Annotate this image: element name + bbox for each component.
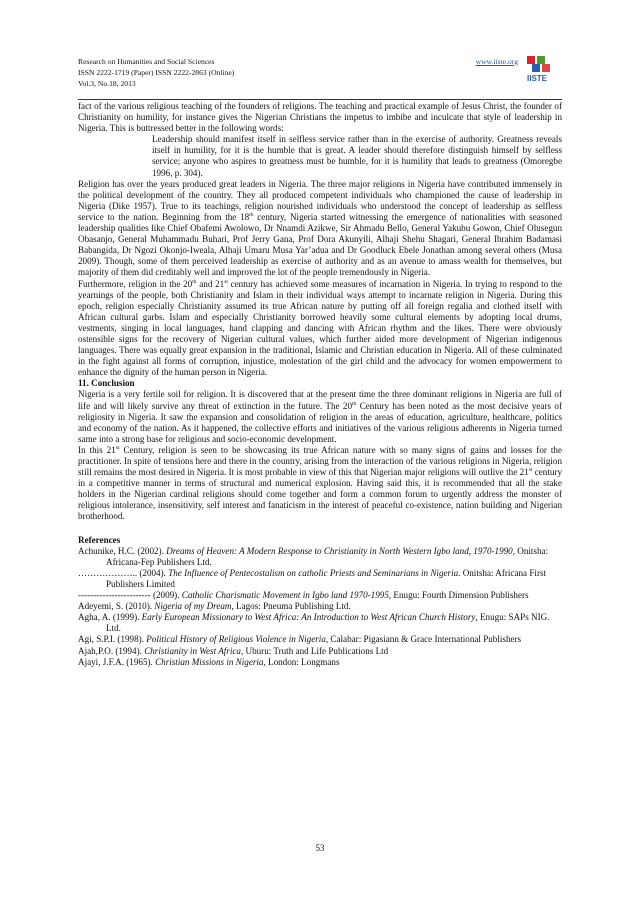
journal-header [78, 56, 562, 89]
reference-item: Ajah,P.O. (1994). Christianity in West Africa, Uburu: Truth and Life Publications Ltd [78, 645, 389, 656]
references-list [78, 546, 562, 668]
page-number: 53 [315, 843, 325, 853]
reference-item: Agi, S.P.I. (1998). Political History of Religious Violence in Nigeria, Calabar: Pigasiann & Grace International Publishers [78, 634, 522, 645]
block-quote: Leadership should manifest itself in selfless service rather than in the exercise of authority. Greatness reveals itself in humility, for it is the humble that is great. A leader should therefore distinguish himself by selfless service; anyone who aspires to greatness must be humble, for it is humility that leads to greatness (Omoregbe 1996, p. 304). [152, 134, 562, 178]
reference-item: ……………….. (2004). The Influence of Pentecostalism on catholic Priests and Seminarians in Nigeria. Onitsha: Africana First Publishers Limited [78, 567, 547, 589]
references-heading: References [78, 534, 121, 545]
journal-volume: Vol.3, No.18, 2013 [78, 79, 136, 88]
header-divider [78, 99, 562, 100]
paragraph-4: Nigeria is a very fertile soil for religion. It is discovered that at the present time the three dominant religions in Nigeria are full of life and will likely survive any threat of extinction in the future. The 20th Century has been noted as the most decisive years of religiosity in Nigeria. It saw the expansion and consolidation of religion in the areas of education, agriculture, healthcare, politics and economy of the nation. As it happened, the collective efforts and initiatives of the various religious adherents in Nigeria turned same into a strong base for religious and socio-economic development. [78, 389, 562, 444]
journal-name: Research on Humanities and Social Sciences [78, 57, 215, 66]
reference-item: ------------------------ (2009). Catholic Charismatic Movement in Igbo land 1970-1995, Enugu: Fourth Dimension Publishers [78, 590, 529, 601]
reference-item: Agha, A. (1999). Early European Missionary to West Africa: An Introduction to West African Church History, Enugu: SAPs NIG. Ltd. [78, 612, 550, 634]
journal-url-link[interactable]: www.iiste.org [475, 57, 518, 66]
paragraph-2: Religion has over the years produced great leaders in Nigeria. The three major religions in Nigeria have contributed immensely in the political development of the country. They all produced competent individuals who championed the cause of leadership in Nigeria (Dike 1957). True to its teachings, religion nourished individuals who understood the concept of leadership as selfless service to the nation. Beginning from the 18th century, Nigeria started witnessing the emergence of nationalities with seasoned leadership qualities like Chief Obafemi Awolowo, Dr Nnamdi Azikwe, Sir Ahmadu Bello, General Yakubu Gowon, Chief Olusegun Obasanjo, General Muhammadu Buhari, Prof Jerry Gana, Prof Dora Akunyili, Alhaji Shehu Shagari, General Ibrahim Badamasi Babangida, Dr Ngozi Okonjo-Iweala, Alhaji Umaru Musa Yar’adua and Dr Goodluck Ebele Jonathan among several others (Musa 2009). Though, some of them perceived leadership as exercise of authority and as an avenue to amass wealth for themselves, but majority of them did creditably well and improved the lot of the people tremendously in Nigeria. [78, 178, 562, 278]
article-body [78, 101, 562, 668]
reference-item: Ajayi, J.F.A. (1965). Christian Missions in Nigeria, London: Longmans [78, 656, 340, 667]
journal-issn: ISSN 2222-1719 (Paper) ISSN 2222-2863 (Online) [78, 68, 235, 77]
logo-text: IISTE [527, 74, 548, 83]
conclusion-heading: 11. Conclusion [78, 378, 135, 389]
paragraph-5: In this 21st Century, religion is seen to be showcasing its true African nature with so many signs of gains and losses for the practitioner. In spite of tensions here and there in the country, arising from the interaction of the various religions in Nigeria, religion still remains the most desired in Nigeria. It is most probable in view of this that Nigerian major religions will outlive the 21st century in a competitive manner in terms of structural and numerical explosion. Having said this, it is recommended that all the stake holders in the Nigerian cardinal religions should come together and form a common forum to urgently address the monster of religious intolerance, insensitivity, self interest and fanaticism in the interest of peaceful co-existence, nation building and Nigerian brotherhood. [78, 444, 563, 522]
reference-item: Achunike, H.C. (2002). Dreams of Heaven: A Modern Response to Christianity in North Western Igbo land, 1970-1990, Onitsha: Africana-Fep Publishers Ltd. [78, 545, 549, 567]
iiste-logo-icon [524, 54, 562, 84]
paragraph-3: Furthermore, religion in the 20th and 21st century has achieved some measures of incarnation in Nigeria. In trying to respond to the yearnings of the people, both Christianity and Islam in their individual ways attempt to incarnate religion in Nigeria. During this epoch, religion especially Christianity assumed its true African nature by putting off all foreign regalia and clothed itself with African cultural garbs. Islam and especially Christianity borrowed heavily some cultural elements by adopting local drums, vestments, singing in local languages, hand clapping and dancing with African rhythm and the likes. There were obviously ostensible signs for the recovery of Nigerian cultural values, which further aided more development of Nigerian indigenous languages. There was equally great expansion in the traditional, Islamic and Christian education in Nigeria. All of these culminated in the fight against all forms of corruption, injustice, molestation of the girl child and the advocacy for women empowerment to enhance the dignity of the human person in Nigeria. [78, 278, 562, 378]
paragraph-1: fact of the various religious teaching of the founders of religions. The teaching and practical example of Jesus Christ, the founder of Christianity on humility, for instance gives the Nigerian Christians the impetus to imbibe and inculcate that style of leadership in Nigeria. This is buttressed better in the following words: [78, 101, 562, 134]
reference-item: Adeyemi, S. (2010). Nigeria of my Dream, Lagos: Pneuma Publishing Ltd. [78, 601, 351, 612]
